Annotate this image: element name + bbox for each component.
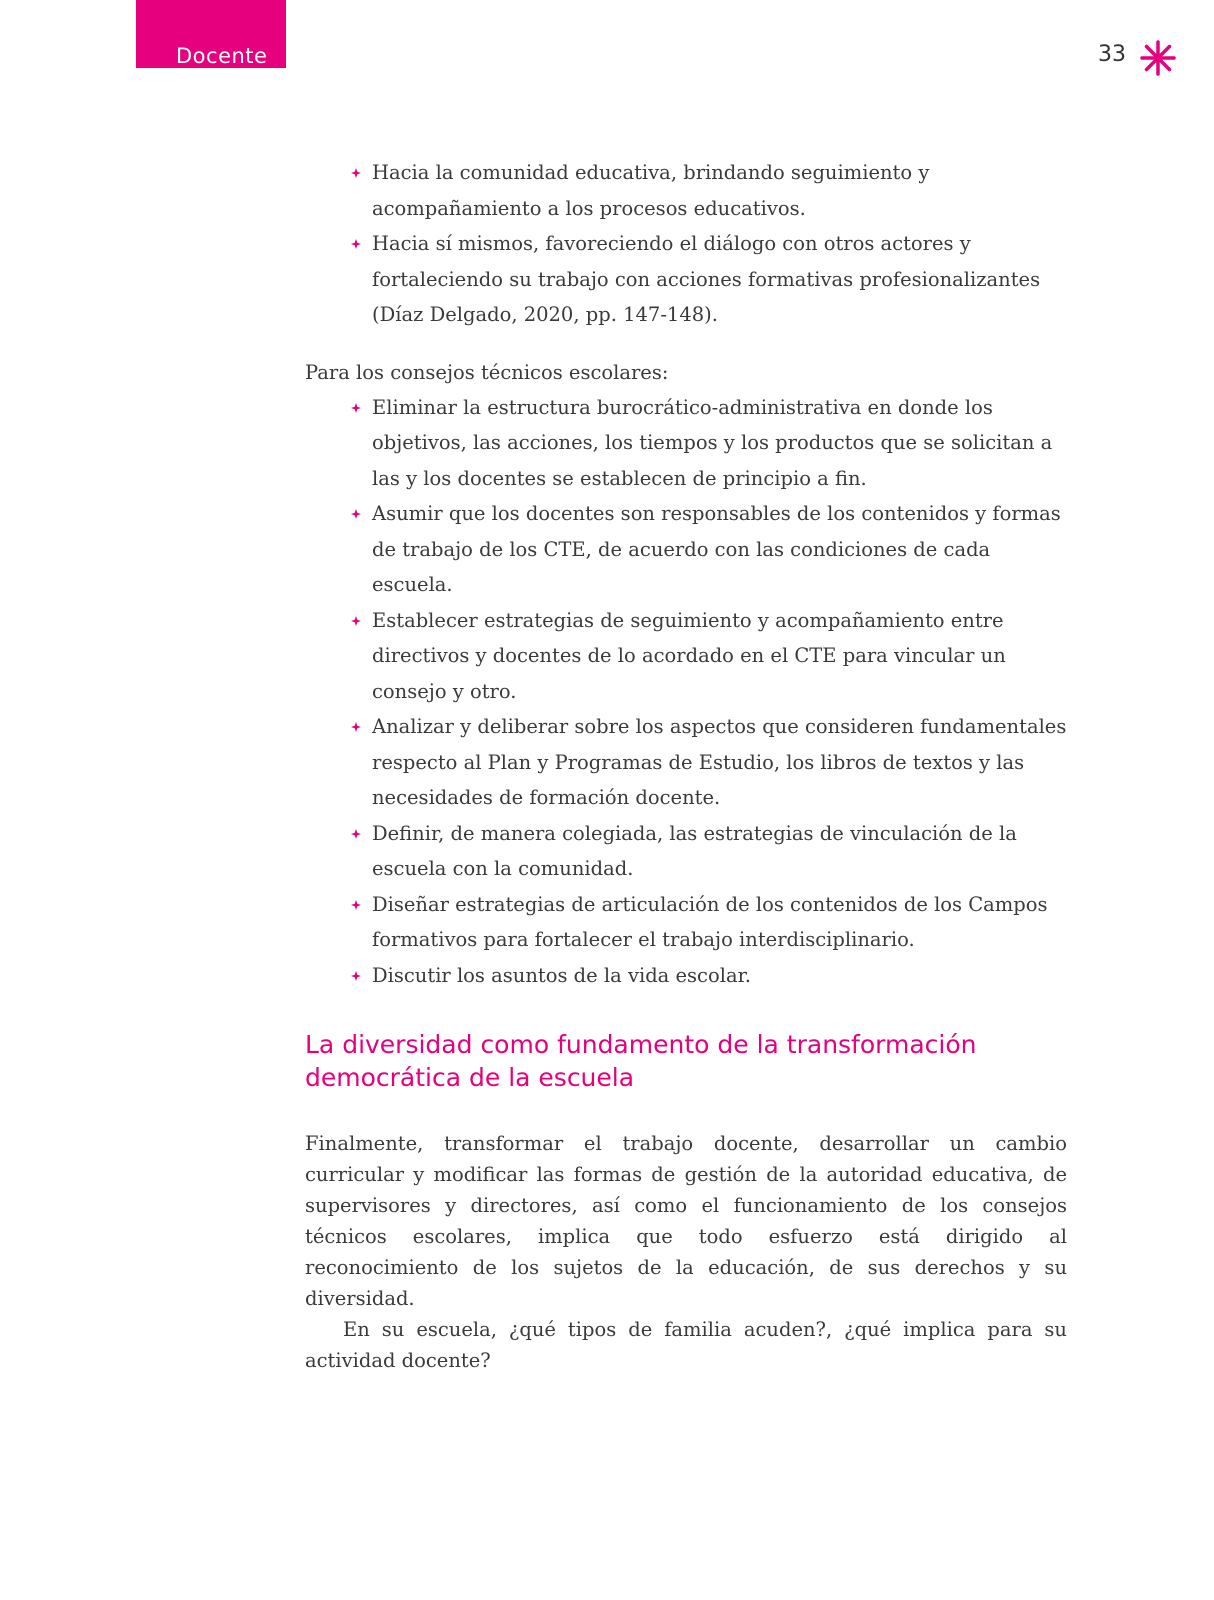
- bullet-icon: [351, 616, 361, 626]
- section-tab: [136, 0, 286, 68]
- page-number: 33: [1098, 42, 1126, 67]
- list-item: [372, 226, 1067, 333]
- body-paragraph: Finalmente, transformar el trabajo docente, desarrollar un cambio curricular y modificar las formas de gestión de la autoridad educativa, de supervisores y directores, así como el funcionamiento de los consejos técnicos escolares, implica que todo esfuerzo está dirigido al reconocimiento de los sujetos de la educación, de sus derechos y su diversidad.: [305, 1132, 1067, 1310]
- list-item-text: Hacia sí mismos, favoreciendo el diálogo con otros actores y fortaleciendo su trabajo con acciones formativas profesionalizantes (Díaz Delgado, 2020, pp. 147-148).: [372, 232, 1041, 326]
- list-item: [372, 709, 1067, 816]
- bullet-icon: [351, 403, 361, 413]
- bullet-icon: [351, 239, 361, 249]
- list-item-text: Diseñar estrategias de articulación de los contenidos de los Campos formativos para fortalecer el trabajo interdisciplinario.: [372, 892, 1048, 951]
- list-item-text: Analizar y deliberar sobre los aspectos que consideren fundamentales respecto al Plan y Programas de Estudio, los libros de textos y las necesidades de formación docente.: [372, 715, 1067, 809]
- list-item: [372, 496, 1067, 603]
- list-item: [372, 390, 1067, 497]
- bullet-list-cte: [305, 390, 1067, 994]
- list-item-text: Establecer estrategias de seguimiento y acompañamiento entre directivos y docentes de lo acordado en el CTE para vincular un consejo y otro.: [372, 608, 1006, 703]
- asterisk-icon: [1140, 40, 1176, 76]
- list-item-text: Discutir los asuntos de la vida escolar.: [372, 963, 751, 987]
- bullet-icon: [351, 168, 361, 178]
- list-item: [372, 887, 1067, 958]
- list-item: [372, 155, 1067, 226]
- list-item-text: Hacia la comunidad educativa, brindando seguimiento y acompañamiento a los procesos educativos.: [372, 161, 930, 220]
- intro-paragraph: Para los consejos técnicos escolares:: [305, 360, 669, 384]
- bullet-icon: [351, 509, 361, 519]
- bullet-icon: [351, 829, 361, 839]
- page-content: [305, 155, 1067, 1376]
- list-item: [372, 603, 1067, 710]
- question-paragraph: En su escuela, ¿qué tipos de familia acuden?, ¿qué implica para su actividad docente?: [305, 1318, 1067, 1372]
- list-item-text: Asumir que los docentes son responsables de los contenidos y formas de trabajo de los CTE, de acuerdo con las condiciones de cada escuela.: [372, 502, 1061, 596]
- list-item-text: Eliminar la estructura burocrático-administrativa en donde los objetivos, las acciones, los tiempos y los productos que se solicitan a las y los docentes se establecen de principio a fin.: [372, 395, 1053, 490]
- bullet-icon: [351, 900, 361, 910]
- bullet-icon: [351, 971, 361, 981]
- bullet-list-actors: [305, 155, 1067, 333]
- list-item-text: Definir, de manera colegiada, las estrategias de vinculación de la escuela con la comunidad.: [372, 821, 1017, 880]
- list-item: [372, 816, 1067, 887]
- list-item: [372, 958, 1067, 994]
- section-heading: La diversidad como fundamento de la transformación democrática de la escuela: [305, 1030, 977, 1092]
- section-label: Docente: [176, 44, 268, 68]
- bullet-icon: [351, 722, 361, 732]
